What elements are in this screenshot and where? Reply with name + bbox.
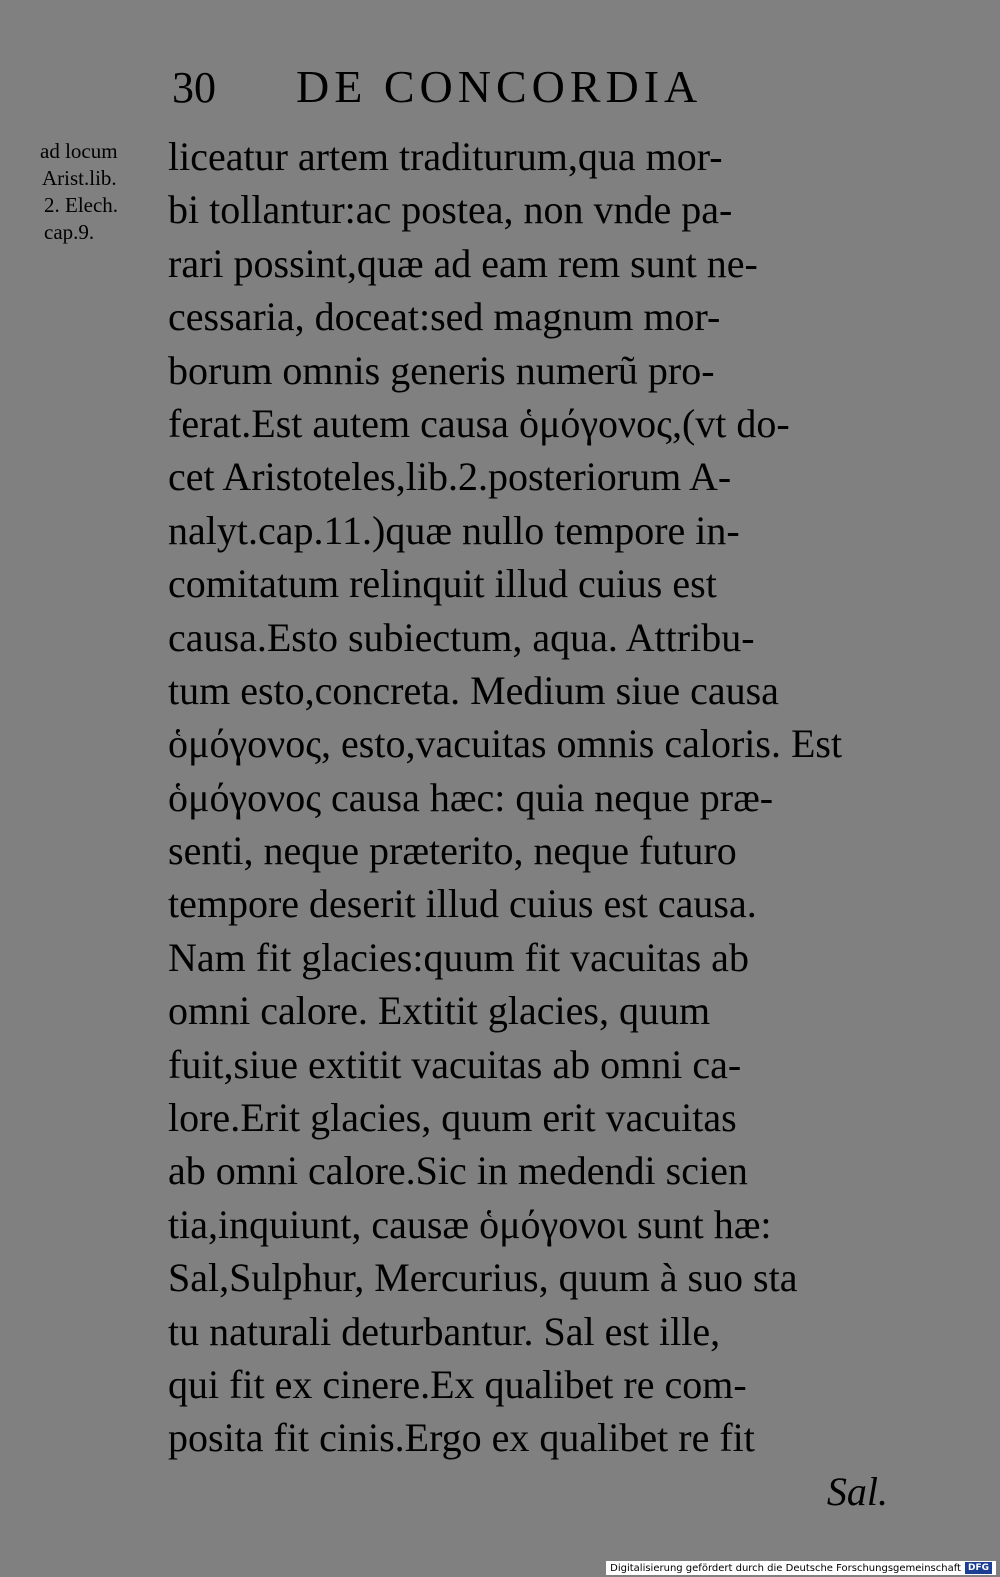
catchword: Sal. [826, 1468, 888, 1514]
text-line: bi tollantur:ac postea, non vnde pa- [168, 187, 733, 233]
text-line: ὁμόγονος causa hæc: quia neque præ- [168, 774, 774, 820]
page-header [172, 58, 812, 118]
text-line: cessaria, doceat:sed magnum mor- [168, 294, 721, 340]
text-line: cet Aristoteles,lib.2.posteriorum A- [168, 454, 732, 500]
page-number: 30 [172, 63, 216, 112]
text-line: posita fit cinis.Ergo ex qualibet re fit [168, 1415, 755, 1461]
marginal-note-line: cap.9. [44, 220, 95, 244]
text-line: tia,inquiunt, causæ ὁμόγονοι sunt hæ: [168, 1201, 772, 1247]
text-line: ferat.Est autem causa ὁμόγονος,(vt do- [168, 400, 790, 446]
marginal-note-line: Arist.lib. [42, 166, 117, 190]
text-line: Nam fit glacies:quum fit vacuitas ab [168, 934, 749, 980]
text-line: tum esto,concreta. Medium siue causa [168, 667, 779, 713]
text-line: omni calore. Extitit glacies, quum [168, 988, 711, 1034]
text-line: Sal,Sulphur, Mercurius, quum à suo sta [168, 1255, 798, 1301]
text-line: ab omni calore.Sic in medendi scien [168, 1148, 748, 1194]
text-line: nalyt.cap.11.)quæ nullo tempore in- [168, 507, 740, 553]
text-line: liceatur artem traditurum,qua mor- [168, 134, 723, 179]
body-text [168, 130, 898, 1518]
text-line: senti, neque præterito, neque futuro [168, 828, 737, 874]
text-line: qui fit ex cinere.Ex qualibet re com- [168, 1361, 747, 1407]
marginal-note-line: 2. Elech. [44, 193, 119, 217]
text-line: tu naturali deturbantur. Sal est ille, [168, 1308, 721, 1354]
text-line: rari possint,quæ ad eam rem sunt ne- [168, 240, 758, 286]
marginal-note-line: ad locum [40, 139, 118, 163]
marginal-note [28, 138, 168, 246]
text-line: lore.Erit glacies, quum erit vacuitas [168, 1095, 737, 1141]
text-line: borum omnis generis numerũ pro- [168, 347, 715, 393]
running-head: DE CONCORDIA [296, 61, 703, 112]
dfg-logo: DFG [965, 1562, 992, 1574]
text-line: comitatum relinquit illud cuius est [168, 561, 717, 607]
text-line: causa.Esto subiectum, aqua. Attribu- [168, 614, 755, 660]
text-line: tempore deserit illud cuius est causa. [168, 881, 757, 927]
digitization-credit [606, 1561, 996, 1575]
credit-text: Digitalisierung gefördert durch die Deutsche Forschungsgemeinschaft [610, 1562, 961, 1574]
text-line: fuit,siue extitit vacuitas ab omni ca- [168, 1041, 742, 1087]
text-line: ὁμόγονος, esto,vacuitas omnis caloris. Est [168, 721, 843, 767]
